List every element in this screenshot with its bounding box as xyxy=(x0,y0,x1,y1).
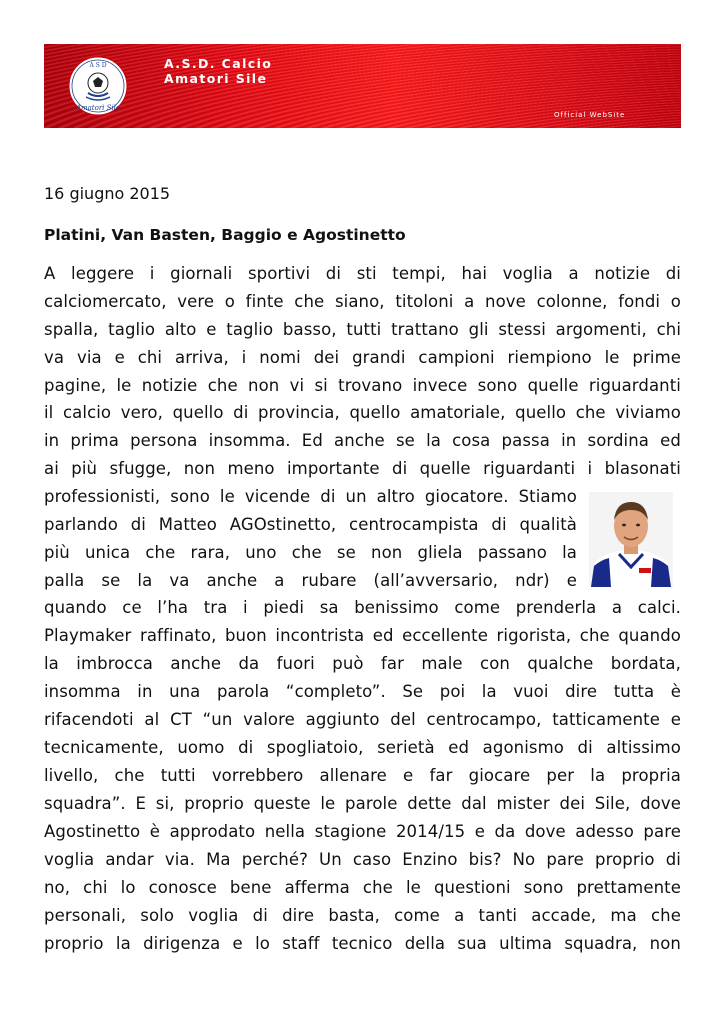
club-logo xyxy=(68,56,128,116)
club-name-line2: Amatori Sile xyxy=(164,71,268,86)
body-line: no, chi lo conosce bene afferma che le questioni sono prettamente xyxy=(44,878,681,897)
body-line: rifacendoti al CT “un valore aggiunto del centrocampo, tatticamente e xyxy=(44,710,681,729)
body-line: Agostinetto è approdato nella stagione 2014/15 e da dove adesso pare xyxy=(44,822,681,841)
article-title: Platini, Van Basten, Baggio e Agostinetto xyxy=(44,226,406,244)
club-name-line1: A.S.D. Calcio xyxy=(164,56,273,71)
svg-text:A S D: A S D xyxy=(89,62,107,69)
body-line: in prima persona insomma. Ed anche se la cosa passa in sordina ed xyxy=(44,431,681,450)
body-line: personali, solo voglia di dire basta, come a tanti accade, ma che xyxy=(44,906,681,925)
body-line: insomma in una parola “completo”. Se poi la vuoi dire tutta è xyxy=(44,682,681,701)
official-website-tagline: Official WebSite xyxy=(554,111,626,119)
body-line: professionisti, sono le vicende di un altro giocatore. Stiamo xyxy=(44,487,577,506)
body-line: ai più sfugge, non meno importante di quelle riguardanti i blasonati xyxy=(44,459,681,478)
body-line: parlando di Matteo AGOstinetto, centrocampista di qualità xyxy=(44,515,577,534)
body-line: va via e chi arriva, i nomi dei grandi campioni riempiono le prime xyxy=(44,348,681,367)
body-line: proprio la dirigenza e lo staff tecnico della sua ultima squadra, non xyxy=(44,934,681,953)
body-line: palla se la va anche a rubare (all’avversario, ndr) e xyxy=(44,571,577,590)
body-line: tecnicamente, uomo di spogliatoio, serietà ed agonismo di altissimo xyxy=(44,738,681,757)
body-line: A leggere i giornali sportivi di sti tempi, hai voglia a notizie di xyxy=(44,264,681,283)
svg-text:Amatori Sile: Amatori Sile xyxy=(75,104,121,112)
body-line: più unica che rara, uno che se non gliela passano la xyxy=(44,543,577,562)
body-line: squadra”. E si, proprio queste le parole dette dal mister dei Sile, dove xyxy=(44,794,681,813)
article-date: 16 giugno 2015 xyxy=(44,184,171,203)
player-photo xyxy=(589,492,673,587)
body-line: il calcio vero, quello di provincia, quello amatoriale, quello che viviamo xyxy=(44,403,681,422)
body-line: spalla, taglio alto e taglio basso, tutti trattano gli stessi argomenti, chi xyxy=(44,320,681,339)
body-line: la imbrocca anche da fuori può far male con qualche bordata, xyxy=(44,654,681,673)
header-banner xyxy=(44,44,681,128)
body-line: voglia andar via. Ma perché? Un caso Enzino bis? No pare proprio di xyxy=(44,850,681,869)
body-line: calciomercato, vere o finte che siano, titoloni a nove colonne, fondi o xyxy=(44,292,681,311)
body-line: livello, che tutti vorrebbero allenare e far giocare per la propria xyxy=(44,766,681,785)
body-line: quando ce l’ha tra i piedi sa benissimo come prenderla a calci. xyxy=(44,598,681,617)
body-line: Playmaker raffinato, buon incontrista ed eccellente rigorista, che quando xyxy=(44,626,681,645)
body-line: pagine, le notizie che non vi si trovano invece sono quelle riguardanti xyxy=(44,376,681,395)
